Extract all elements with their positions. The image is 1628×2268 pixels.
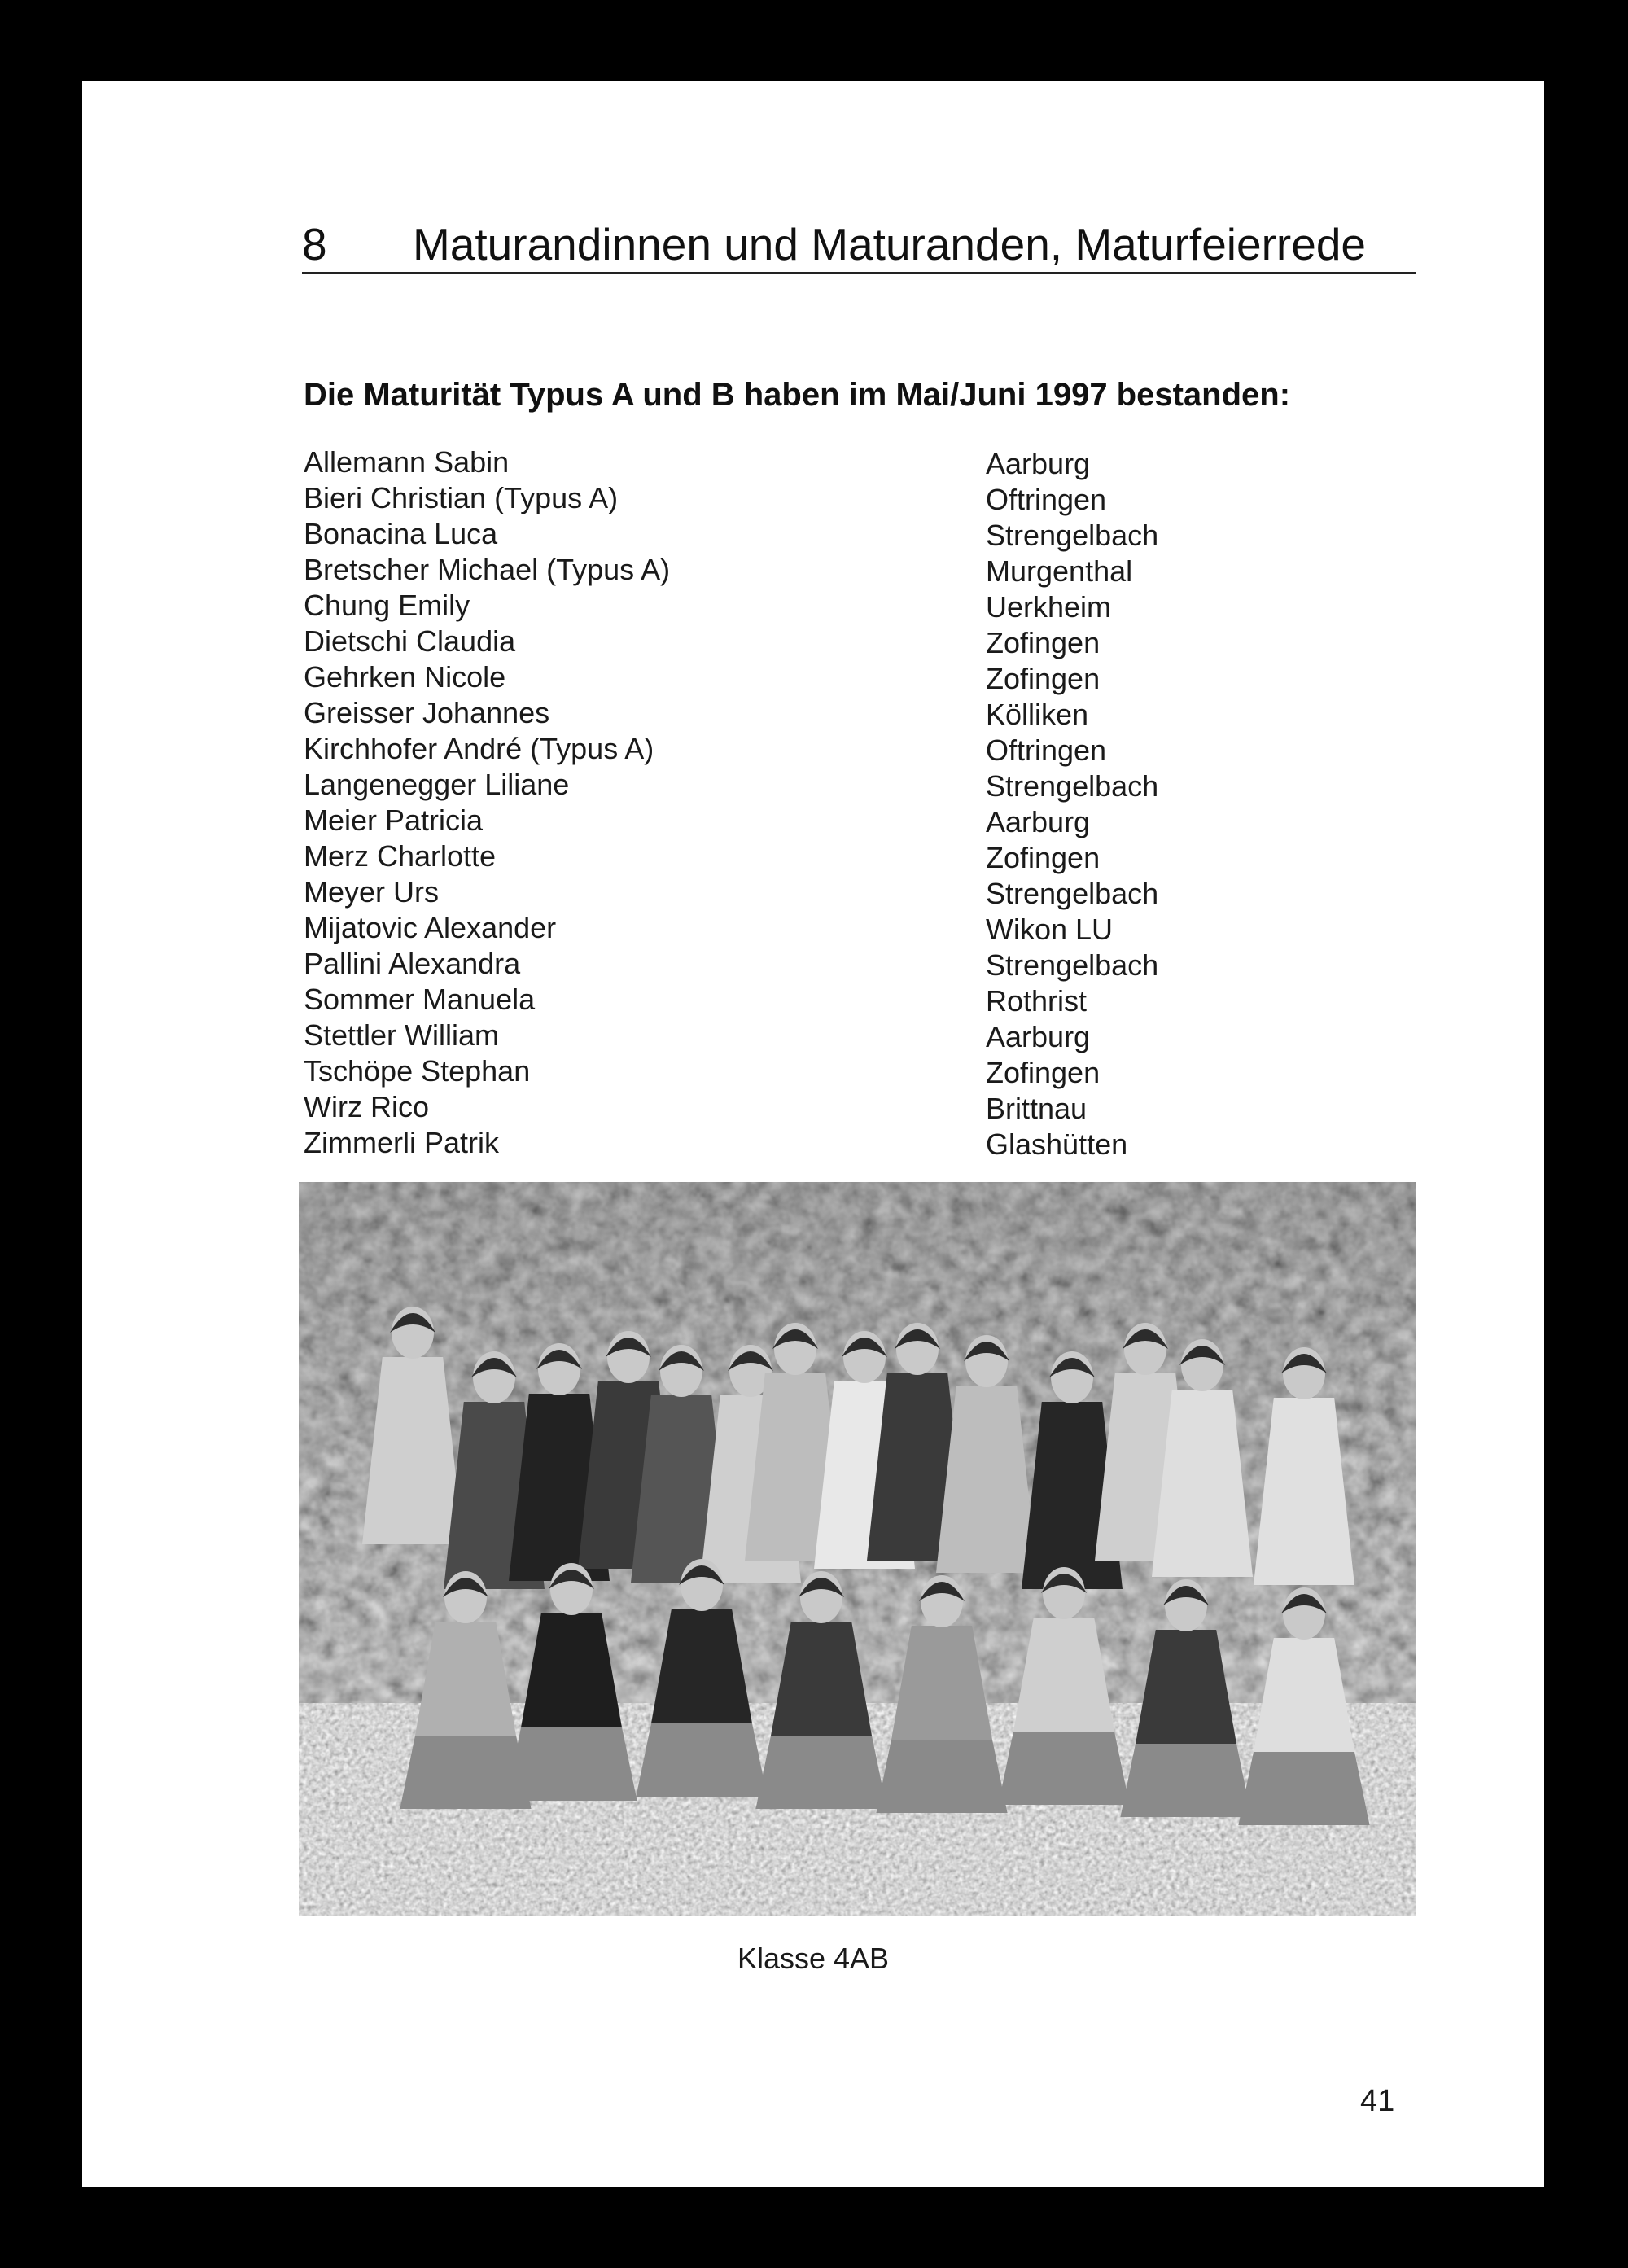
graduate-name: Bonacina Luca [304,517,498,550]
graduate-row [304,659,1280,695]
graduate-row [304,982,1280,1018]
chapter-title: Maturandinnen und Maturanden, Maturfeierrede [413,219,1367,269]
graduate-row [304,910,1280,946]
graduate-row [304,767,1280,803]
graduate-row [304,444,1280,480]
graduate-name: Meyer Urs [304,875,440,909]
graduate-row [304,588,1280,624]
graduate-row [304,1125,1280,1161]
graduate-name: Sommer Manuela [304,983,536,1016]
graduate-town: Strengelbach [986,519,1159,552]
intro-text: Die Maturität Typus A und B haben im Mai/Juni 1997 bestanden: [304,377,1291,413]
graduate-name: Greisser Johannes [304,696,550,729]
graduate-row [304,803,1280,838]
graduate-row [304,1053,1280,1089]
graduate-row [304,874,1280,910]
class-photo [299,1182,1416,1916]
graduate-name: Chung Emily [304,589,470,622]
graduate-row [304,731,1280,767]
graduate-name: Zimmerli Patrik [304,1126,499,1159]
graduate-town: Brittnau [986,1092,1088,1125]
graduate-town: Aarburg [986,1020,1091,1053]
graduate-row [304,480,1280,516]
graduate-town: Glashütten [986,1127,1128,1161]
graduate-row [304,1018,1280,1053]
graduate-name: Gehrken Nicole [304,660,506,694]
graduate-town: Zofingen [986,662,1101,695]
graduate-town: Strengelbach [986,769,1159,803]
graduate-name: Tschöpe Stephan [304,1054,531,1088]
graduate-town: Oftringen [986,483,1107,516]
graduate-name: Meier Patricia [304,803,484,837]
graduate-town: Murgenthal [986,554,1133,588]
photo-caption: Klasse 4AB [737,1942,890,1975]
graduate-town: Kölliken [986,698,1089,731]
graduate-town: Strengelbach [986,877,1159,910]
graduate-row [304,946,1280,982]
graduate-town: Wikon LU [986,913,1114,946]
graduate-name: Dietschi Claudia [304,624,516,658]
graduate-town: Oftringen [986,733,1107,767]
graduate-list [304,444,1280,1161]
graduate-name: Langenegger Liliane [304,768,570,801]
graduate-name: Pallini Alexandra [304,947,521,980]
graduate-name: Merz Charlotte [304,839,497,873]
graduate-name: Kirchhofer André (Typus A) [304,732,654,765]
graduate-row [304,516,1280,552]
page-number: 41 [1360,2084,1395,2118]
graduate-row [304,624,1280,659]
document-page [82,81,1544,2187]
graduate-town: Aarburg [986,805,1091,838]
graduate-name: Stettler William [304,1018,500,1052]
graduate-town: Zofingen [986,1056,1101,1089]
graduate-town: Zofingen [986,841,1101,874]
graduate-row [304,695,1280,731]
chapter-heading [302,218,1416,274]
graduate-row [304,1089,1280,1125]
graduate-row [304,552,1280,588]
graduate-name: Mijatovic Alexander [304,911,557,944]
graduate-name: Wirz Rico [304,1090,429,1123]
graduate-name: Bieri Christian (Typus A) [304,481,619,514]
graduate-town: Rothrist [986,984,1088,1018]
graduate-town: Strengelbach [986,948,1159,982]
chapter-number: 8 [302,219,327,269]
graduate-town: Aarburg [986,447,1091,480]
graduate-name: Bretscher Michael (Typus A) [304,553,671,586]
graduate-town: Uerkheim [986,590,1112,624]
graduate-row [304,838,1280,874]
graduate-name: Allemann Sabin [304,445,510,479]
graduate-town: Zofingen [986,626,1101,659]
